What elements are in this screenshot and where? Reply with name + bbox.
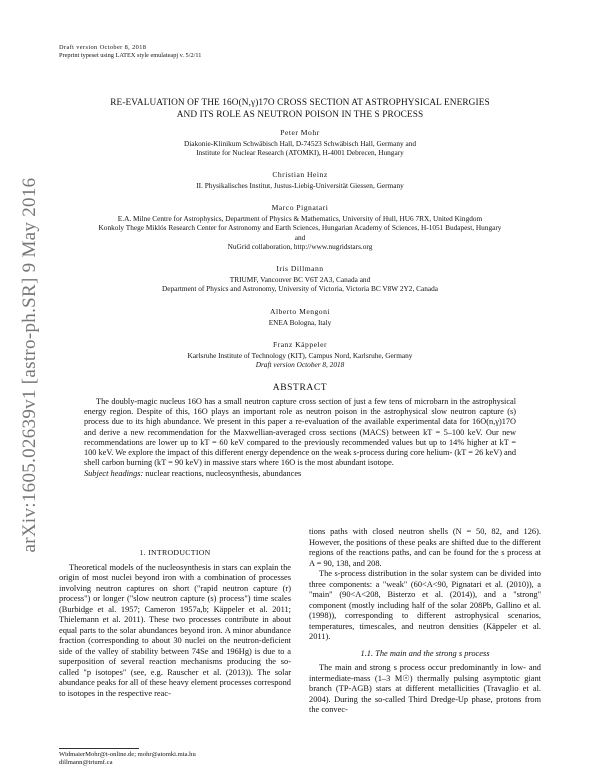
preprint-header [59,44,201,60]
author-name: Peter Mohr [280,128,320,137]
abstract [84,397,516,480]
title-line-2: AND ITS ROLE AS NEUTRON POISON IN THE S PROCESS [176,109,424,120]
author-affiliation: Konkoly Thege Miklós Research Center for Astronomy and Earth Sciences, Hungarian Academy of Sciences, H-1051 Budapest, Hungary [98,223,502,233]
author-affiliation: NuGrid collaboration, http://www.nugridstars.org [227,242,373,252]
paragraph: The s-process distribution in the solar system can be divided into three components: a "weak" (60<A<90, Pignatari et al. (2010)), a "main" (90<A<208, Bisterzo et al. (2014)), and a "strong" component (mostly including half of the solar 208Pb, Gallino et al. (1998)), corresponding to different astrophysical scenarios, temperatures, timescales, and neutron densities (Käppeler et al. 2011). [309,569,541,641]
subject-label: Subject headings: [84,469,144,479]
author-block-mohr [59,128,541,158]
author-name: Marco Pignatari [271,203,329,212]
author-block-mengoni [59,307,541,327]
right-column [309,527,541,716]
author-affiliation: Diakonie-Klinikum Schwäbisch Hall, D-74523 Schwäbisch Hall, Germany and [183,138,417,148]
draft-date: Draft version October 8, 2018 [255,360,345,370]
author-affiliation: II. Physikalisches Institut, Justus-Liebig-Universität Giessen, Germany [196,180,404,190]
section-heading: 1. INTRODUCTION [139,548,211,557]
subject-headings [84,469,516,479]
footnote-rule [59,748,139,749]
paragraph: The main and strong s process occur predominantly in low- and intermediate-mass (1–3 M☉) thermally pulsing asymptotic giant branch (TP-AGB) stars at different metallicities (Travaglio et al. 2004). During the so-called Third Dredge-Up phase, protons from the convec- [309,663,541,714]
author-affiliation: Department of Physics and Astronomy, University of Victoria, Victoria BC V8W 2Y2, Canada [162,284,438,294]
preprint-note: Preprint typeset using LATEX style emulateapj v. 5/2/11 [59,52,202,59]
author-affiliation: E.A. Milne Centre for Astrophysics, Department of Physics & Mathematics, University of Hull, HU6 7RX, United Kingdom [117,213,483,223]
author-name: Christian Heinz [272,170,328,179]
author-name: Alberto Mengoni [269,307,330,316]
author-block-pignatari [59,203,541,252]
author-affiliation: Karlsruhe Institute of Technology (KIT), Campus Nord, Karlsruhe, Germany [187,350,413,360]
author-block-dillmann [59,264,541,294]
footnote [59,748,196,767]
footnote-email-2: dillmann@triumf.ca [59,759,113,766]
author-block-kaeppeler [59,340,541,370]
left-column [59,548,291,699]
abstract-text: The doubly-magic nucleus 16O has a small neutron capture cross section of just a few tens of microbarn in the astrophysical energy region. Despite of this, 16O plays an important role as neutron poison in the astrophysical slow neutron capture (s) process due to its high abundance. We present in this paper a re-evaluation of the available experimental data for 16O(n,γ)17O and derive a new recommendation for the Maxwellian-averaged cross sections (MACS) between kT = 5–100 keV. Our new recommendations are lower up to kT = 60 keV compared to the previously recommended values but up to 14% higher at kT = 100 keV. We explore the impact of this different energy dependence on the weak s-process during core helium- (kT = 26 keV) and shell carbon burning (kT = 90 keV) in massive stars where 16O is the most abundant isotope. [84,397,517,468]
author-name: Iris Dillmann [276,264,324,273]
arxiv-stamp: arXiv:1605.02639v1 [astro-ph.SR] 9 May 2016 [19,177,40,553]
paragraph: tions paths with closed neutron shells (N = 50, 82, and 126). However, the positions of these peaks are shifted due to the different regions of the reactions paths, and can be found for the s process at A = 90, 138, and 208. [309,527,541,568]
author-affiliation: and [294,232,306,242]
paper-title [59,98,541,121]
title-line-1: RE-EVALUATION OF THE 16O(N,γ)17O CROSS SECTION AT ASTROPHYSICAL ENERGIES [110,98,490,108]
author-affiliation: TRIUMF, Vancouver BC V6T 2A3, Canada and [229,274,371,284]
subsection-heading: 1.1. The main and the strong s process [360,648,490,658]
author-affiliation: ENEA Bologna, Italy [268,317,332,327]
author-block-heinz [59,170,541,190]
abstract-heading: ABSTRACT [272,383,328,393]
draft-version: Draft version October 8, 2018 [59,44,147,51]
footnote-email-1: WidmaierMohr@t-online.de; mohr@atomki.mta.hu [59,751,196,758]
subject-values: nuclear reactions, nucleosynthesis, abundances [143,469,302,479]
paragraph: Theoretical models of the nucleosynthesis in stars can explain the origin of most nuclei beyond iron with a combination of processes involving neutron captures on short ("rapid neutron capture (r) process") or longer ("slow neutron capture (s) process") time scales (Burbidge et al. 1957; Cameron 1957a,b; Käppeler et al. 2011; Thielemann et al. 2011). These two processes contribute in about equal parts to the solar abundances beyond iron. A minor abundance fraction (corresponding to about 30 nuclei on the neutron-deficient side of the valley of stability between 74Se and 196Hg) is due to a superposition of several reaction mechanisms producing the so-called "p isotopes" (see, e.g. Rauscher et al. (2013)). The solar abundance peaks for all of these heavy element processes correspond to isotopes in the respective reac- [59,562,291,698]
author-name: Franz Käppeler [272,340,328,349]
author-affiliation: Institute for Nuclear Research (ATOMKI), H-4001 Debrecen, Hungary [196,148,404,158]
